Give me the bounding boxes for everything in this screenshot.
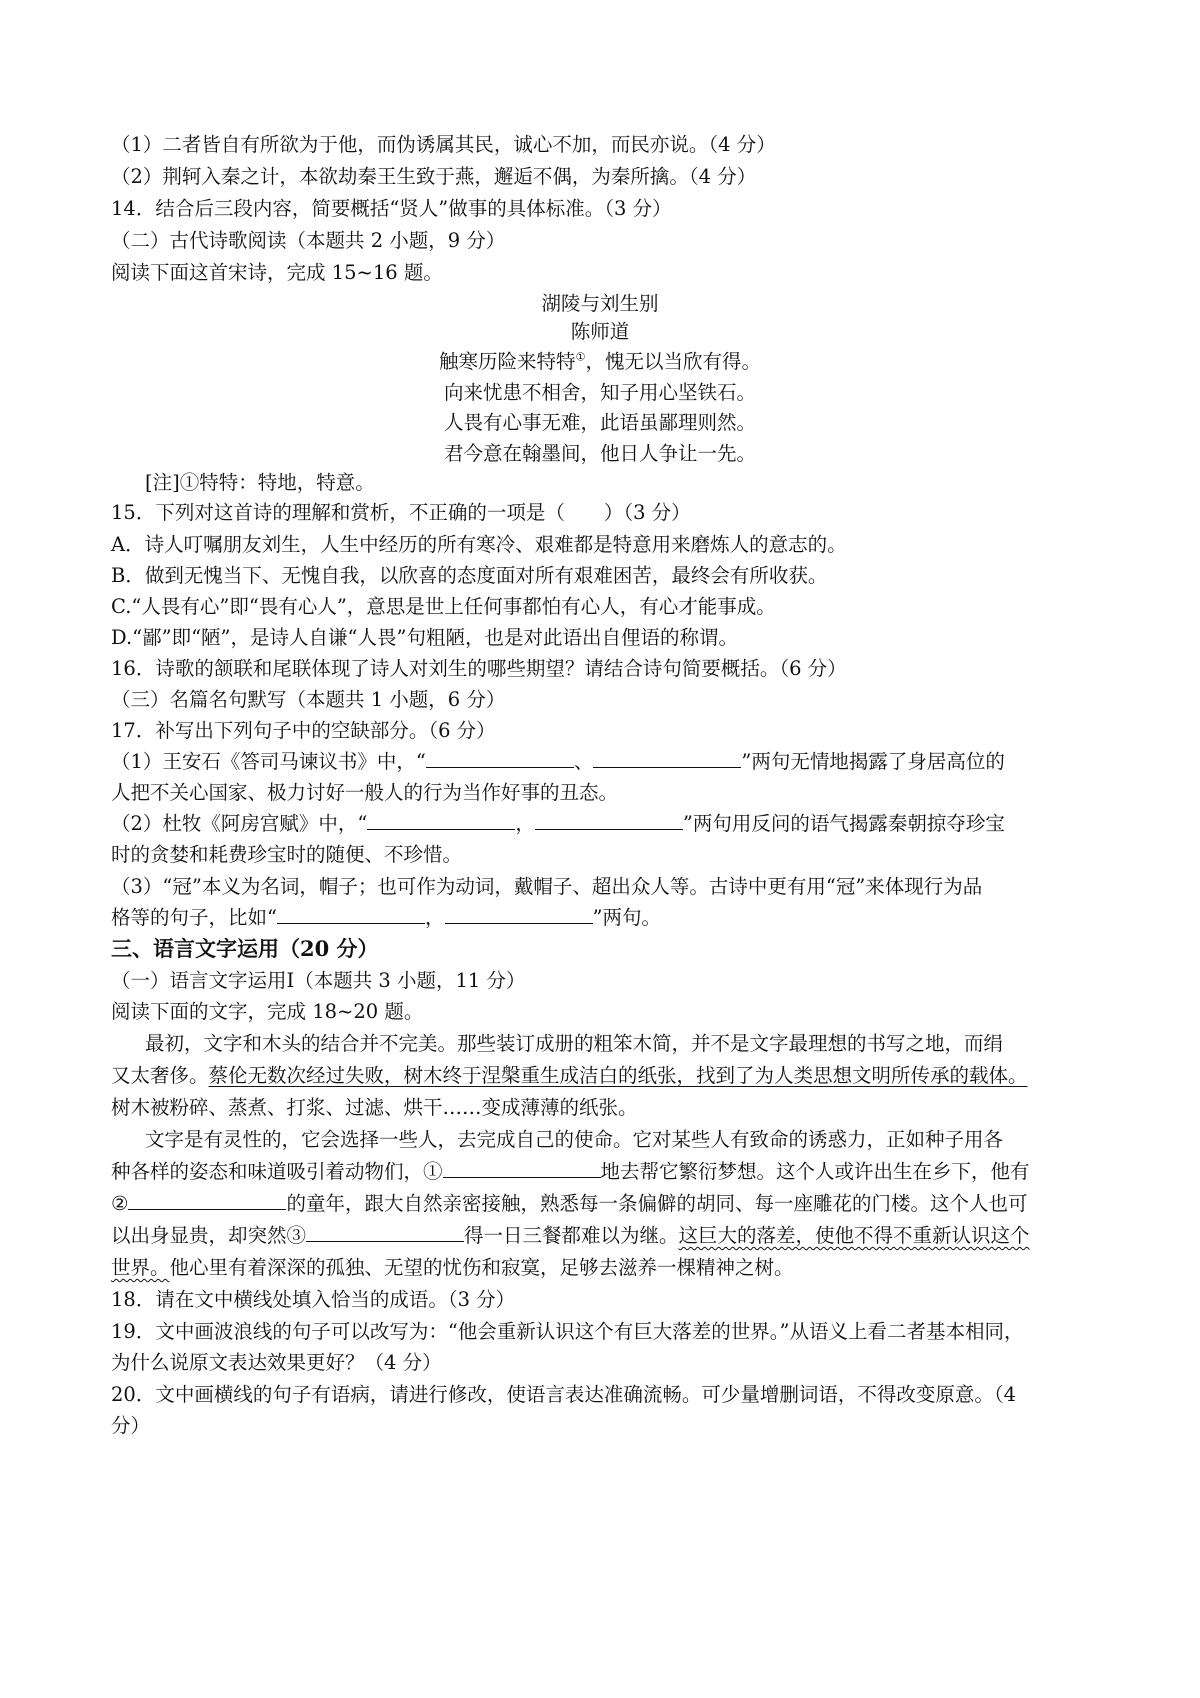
passage-text: 以出身显贵，却突然③ bbox=[111, 1224, 307, 1247]
answer-blank[interactable] bbox=[426, 749, 574, 768]
passage-p2-line-4 bbox=[111, 1221, 1097, 1251]
passage-text: 种各样的姿态和味道吸引着动物们，① bbox=[111, 1160, 443, 1183]
poem-line-4: 君今意在翰墨间，他日人争让一先。 bbox=[443, 442, 756, 465]
question-17-2-prefix: （2）杜牧《阿房宫赋》中，“ bbox=[111, 812, 368, 835]
separator: ， bbox=[424, 906, 445, 929]
separator: ， bbox=[515, 812, 535, 835]
passage-p2-line-1: 文字是有灵性的，它会选择一些人，去完成自己的使命。它对某些人有致命的诱惑力，正如种子用各 bbox=[145, 1128, 1004, 1151]
idiom-blank-3[interactable] bbox=[306, 1223, 464, 1242]
question-17-3-suffix: ”两句。 bbox=[592, 906, 661, 929]
passage-p2-line-5 bbox=[111, 1253, 1097, 1283]
poem-note: [注]①特特：特地，特意。 bbox=[145, 471, 375, 494]
question-20-continued: 分） bbox=[111, 1414, 151, 1437]
question-14: 14．结合后三段内容，简要概括“贤人”做事的具体标准。（3 分） bbox=[111, 197, 672, 220]
question-17-3-prefix: 格等的句子，比如“ bbox=[111, 906, 277, 929]
question-17-1 bbox=[111, 747, 1097, 777]
footnote-marker: ① bbox=[575, 350, 586, 364]
question-17-1-prefix: （1）王安石《答司马谏议书》中，“ bbox=[111, 750, 426, 773]
question-17-3: （3）“冠”本义为名词，帽子；也可作为动词，戴帽子、超出众人等。古诗中更有用“冠”来体现行为品 bbox=[111, 875, 983, 898]
passage-text: 得一日三餐都难以为继。 bbox=[464, 1224, 679, 1247]
poetry-instructions: 阅读下面这首宋诗，完成 15~16 题。 bbox=[111, 261, 443, 284]
part-3-heading: 三、语言文字运用（20 分） bbox=[111, 936, 379, 961]
language-instructions: 阅读下面的文字，完成 18~20 题。 bbox=[111, 1000, 424, 1023]
section-poetry-heading: （二）古代诗歌阅读（本题共 2 小题，9 分） bbox=[111, 229, 506, 252]
question-19-continued: 为什么说原文表达效果更好？（4 分） bbox=[111, 1351, 442, 1374]
question-13-2: （2）荆轲入秦之计，本欲劫秦王生致于燕，邂逅不偶，为秦所擒。（4 分） bbox=[111, 165, 757, 188]
poem-line-1-part-2: ，愧无以当欣有得。 bbox=[585, 350, 761, 373]
passage-p1-line-1: 最初，文字和木头的结合并不完美。那些装订成册的粗笨木简，并不是文字最理想的书写之地，而绢 bbox=[145, 1032, 1004, 1055]
question-17-1-continued: 人把不关心国家、极力讨好一般人的行为当作好事的丑态。 bbox=[111, 781, 619, 804]
answer-blank[interactable] bbox=[277, 905, 425, 924]
idiom-blank-2[interactable] bbox=[128, 1191, 286, 1210]
question-16: 16．诗歌的颔联和尾联体现了诗人对刘生的哪些期望？请结合诗句简要概括。（6 分） bbox=[111, 657, 847, 680]
wavy-underlined-sentence-end: 世界。 bbox=[111, 1256, 170, 1279]
passage-p2-line-2 bbox=[111, 1157, 1097, 1187]
answer-blank[interactable] bbox=[535, 811, 683, 830]
question-15: 15．下列对这首诗的理解和赏析，不正确的一项是（ ）（3 分） bbox=[111, 501, 691, 524]
idiom-blank-1[interactable] bbox=[443, 1159, 601, 1178]
question-18: 18．请在文中横线处填入恰当的成语。（3 分） bbox=[111, 1288, 516, 1311]
poem-line-1-part-1: 触寒历险来特特 bbox=[439, 350, 576, 373]
passage-text: 地去帮它繁衍梦想。这个人或许出生在乡下，他有 bbox=[600, 1160, 1030, 1183]
question-17-3-continued bbox=[111, 903, 1097, 933]
question-13-1: （1）二者皆自有所欲为于他，而伪诱属其民，诚心不加，而民亦说。（4 分） bbox=[111, 133, 776, 156]
poem-line-3: 人畏有心事无难，此语虽鄙理则然。 bbox=[443, 411, 756, 434]
poem-title: 湖陵与刘生别 bbox=[541, 292, 659, 315]
option-b: B．做到无愧当下、无愧自我，以欣喜的态度面对所有艰难困苦，最终会有所收获。 bbox=[111, 564, 828, 587]
option-d: D.“鄙”即“陋”，是诗人自谦“人畏”句粗陋，也是对此语出自俚语的称谓。 bbox=[111, 626, 738, 649]
question-17: 17．补写出下列句子中的空缺部分。（6 分） bbox=[111, 719, 496, 742]
passage-text: 又太奢侈。 bbox=[111, 1064, 209, 1087]
question-20: 20．文中画横线的句子有语病，请进行修改，使语言表达准确流畅。可少量增删词语，不得改变原意。（4 bbox=[111, 1383, 1016, 1406]
poem-line-1 bbox=[0, 347, 1200, 377]
answer-blank[interactable] bbox=[445, 905, 593, 924]
passage-p2-line-3 bbox=[111, 1189, 1097, 1219]
poem-line-2: 向来忧患不相舍，知子用心坚铁石。 bbox=[443, 381, 756, 404]
section-language-heading: （一）语言文字运用Ⅰ（本题共 3 小题，11 分） bbox=[111, 969, 526, 992]
question-17-2 bbox=[111, 809, 1097, 839]
answer-blank[interactable] bbox=[593, 749, 741, 768]
option-a: A．诗人叮嘱朋友刘生，人生中经历的所有寒冷、艰难都是特意用来磨炼人的意志的。 bbox=[111, 533, 847, 556]
underlined-sentence: 蔡伦无数次经过失败，树木终于涅槃重生成洁白的纸张，找到了为人类思想文明所传承的载体。 bbox=[208, 1064, 1028, 1087]
section-dictation-heading: （三）名篇名句默写（本题共 1 小题，6 分） bbox=[111, 688, 506, 711]
passage-text: 他心里有着深深的孤独、无望的忧伤和寂寞，足够去滋养一棵精神之树。 bbox=[169, 1256, 794, 1279]
blank-marker: ② bbox=[111, 1192, 129, 1215]
option-c: C.“人畏有心”即“畏有心人”，意思是世上任何事都怕有心人，有心才能事成。 bbox=[111, 595, 776, 618]
answer-blank[interactable] bbox=[367, 811, 515, 830]
separator: 、 bbox=[573, 750, 594, 773]
poem-author: 陈师道 bbox=[570, 320, 630, 343]
question-19: 19．文中画波浪线的句子可以改写为：“他会重新认识这个有巨大落差的世界。”从语义上看二者基本相同， bbox=[111, 1320, 1024, 1343]
passage-p1-line-2 bbox=[111, 1061, 1097, 1091]
passage-text: 的童年，跟大自然亲密接触，熟悉每一条偏僻的胡同、每一座雕花的门楼。这个人也可 bbox=[286, 1192, 1028, 1215]
passage-p1-line-3: 树木被粉碎、蒸煮、打浆、过滤、烘干……变成薄薄的纸张。 bbox=[111, 1096, 638, 1119]
question-17-2-suffix: ”两句用反问的语气揭露秦朝掠夺珍宝 bbox=[682, 812, 1005, 835]
question-17-2-continued: 时的贪婪和耗费珍宝时的随便、不珍惜。 bbox=[111, 843, 463, 866]
wavy-underlined-sentence: 这巨大的落差，使他不得不重新认识这个 bbox=[678, 1224, 1030, 1247]
question-17-1-suffix: ”两句无情地揭露了身居高位的 bbox=[741, 750, 1005, 773]
